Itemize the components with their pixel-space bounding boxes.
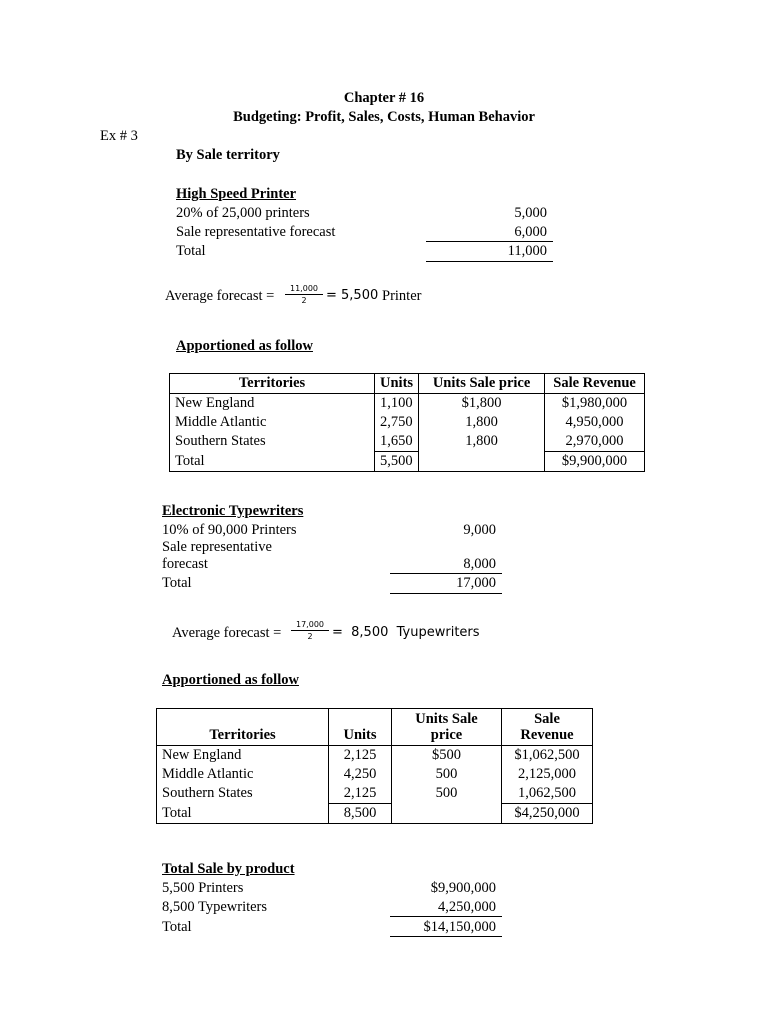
cell-total-label: Total: [157, 804, 329, 824]
cell-revenue: 1,062,500: [502, 784, 593, 804]
header-units: Units: [329, 709, 392, 746]
chapter-subtitle: Budgeting: Profit, Sales, Costs, Human Behavior: [233, 109, 535, 125]
table-total-row: [170, 452, 645, 472]
typewriter-total-label: Total: [162, 575, 192, 591]
printer-row-value: 5,000: [514, 205, 547, 221]
cell-price: 500: [392, 765, 502, 784]
cell-revenue: 4,950,000: [545, 413, 645, 432]
cell-units: 1,100: [375, 394, 419, 414]
cell-total-units: 5,500: [375, 452, 419, 472]
fraction-numerator: 17,000: [296, 620, 324, 629]
cell-price: 1,800: [419, 432, 545, 452]
typewriter-row-label: Sale representative: [162, 539, 272, 555]
typewriter-row-label: forecast: [162, 556, 208, 572]
cell-revenue: 2,125,000: [502, 765, 593, 784]
printer-average-result: = 5,500: [326, 288, 379, 303]
header-territories: Territories: [157, 709, 329, 746]
table-row: [157, 746, 593, 766]
printer-apportioned-heading: Apportioned as follow: [176, 338, 313, 354]
table-total-row: [157, 804, 593, 824]
cell-territory: New England: [170, 394, 375, 414]
printer-territory-table: [169, 373, 645, 472]
exercise-label: Ex # 3: [100, 128, 138, 144]
summary-total-label: Total: [162, 919, 192, 935]
cell-revenue: 2,970,000: [545, 432, 645, 452]
fraction-bar: [291, 630, 329, 631]
typewriter-average-label: Average forecast =: [172, 625, 282, 641]
cell-total-units: 8,500: [329, 804, 392, 824]
typewriter-total-value: 17,000: [456, 575, 496, 591]
summary-row-label: 8,500 Typewriters: [162, 899, 268, 915]
total-rule: [390, 936, 502, 937]
cell-price: $1,800: [419, 394, 545, 414]
fraction-denominator: 2: [301, 296, 307, 305]
cell-units: 4,250: [329, 765, 392, 784]
subtotal-rule: [390, 573, 502, 574]
summary-row-label: 5,500 Printers: [162, 880, 244, 896]
printer-total-label: Total: [176, 243, 206, 259]
summary-row-value: 4,250,000: [438, 899, 496, 915]
chapter-title: Chapter # 16: [343, 90, 425, 106]
header-unit-price: [392, 709, 502, 746]
table-row: [170, 413, 645, 432]
cell-total-revenue: $4,250,000: [502, 804, 593, 824]
header-unit-price-line: Units Sale: [415, 711, 478, 727]
header-unit-price-line: price: [430, 727, 463, 743]
fraction-bar: [285, 294, 323, 295]
table-row: [157, 784, 593, 804]
header-territories: Territories: [170, 374, 375, 394]
total-rule: [390, 593, 502, 594]
cell-territory: Southern States: [157, 784, 329, 804]
cell-price: 1,800: [419, 413, 545, 432]
printer-average-fraction: [285, 284, 323, 305]
cell-territory: Southern States: [170, 432, 375, 452]
cell-revenue: $1,980,000: [545, 394, 645, 414]
printer-total-value: 11,000: [507, 243, 547, 259]
cell-territory: Middle Atlantic: [170, 413, 375, 432]
cell-price: $500: [392, 746, 502, 766]
cell-units: 1,650: [375, 432, 419, 452]
fraction-denominator: 2: [307, 632, 313, 641]
fraction-numerator: 11,000: [290, 284, 318, 293]
subtotal-rule: [390, 916, 502, 917]
cell-revenue: $1,062,500: [502, 746, 593, 766]
summary-heading: Total Sale by product: [162, 861, 295, 877]
printer-row-value: 6,000: [514, 224, 547, 240]
summary-total-value: $14,150,000: [423, 919, 496, 935]
cell-units: 2,125: [329, 784, 392, 804]
printer-heading: High Speed Printer: [176, 186, 297, 202]
cell-price: 500: [392, 784, 502, 804]
typewriter-average-fraction: [291, 620, 329, 641]
table-row: [170, 394, 645, 414]
typewriter-apportioned-heading: Apportioned as follow: [162, 672, 299, 688]
header-revenue-line: Sale: [534, 711, 560, 727]
header-unit-price: Units Sale price: [419, 374, 545, 394]
table-header-row: [157, 709, 593, 746]
cell-territory: Middle Atlantic: [157, 765, 329, 784]
cell-territory: New England: [157, 746, 329, 766]
typewriter-average-result: = 8,500 Tyupewriters: [332, 625, 480, 640]
typewriter-territory-table: [156, 708, 593, 824]
typewriter-row-value: 9,000: [463, 522, 496, 538]
typewriter-row-label: 10% of 90,000 Printers: [162, 522, 297, 538]
section-heading: By Sale territory: [176, 147, 280, 163]
table-header-row: [170, 374, 645, 394]
summary-row-value: $9,900,000: [430, 880, 496, 896]
cell-units: 2,750: [375, 413, 419, 432]
printer-row-label: Sale representative forecast: [176, 224, 336, 240]
table-row: [170, 432, 645, 452]
cell-total-label: Total: [170, 452, 375, 472]
table-row: [157, 765, 593, 784]
header-revenue: [502, 709, 593, 746]
cell-total-price: [392, 804, 502, 824]
cell-total-price: [419, 452, 545, 472]
cell-units: 2,125: [329, 746, 392, 766]
header-revenue-line: Revenue: [520, 727, 574, 743]
header-units: Units: [375, 374, 419, 394]
printer-row-label: 20% of 25,000 printers: [176, 205, 310, 221]
total-rule: [426, 261, 553, 262]
subtotal-rule: [426, 241, 553, 242]
typewriter-heading: Electronic Typewriters: [162, 503, 304, 519]
cell-total-revenue: $9,900,000: [545, 452, 645, 472]
printer-average-unit: Printer: [382, 288, 422, 304]
printer-average-label: Average forecast =: [165, 288, 275, 304]
header-revenue: Sale Revenue: [545, 374, 645, 394]
typewriter-row-value: 8,000: [463, 556, 496, 572]
